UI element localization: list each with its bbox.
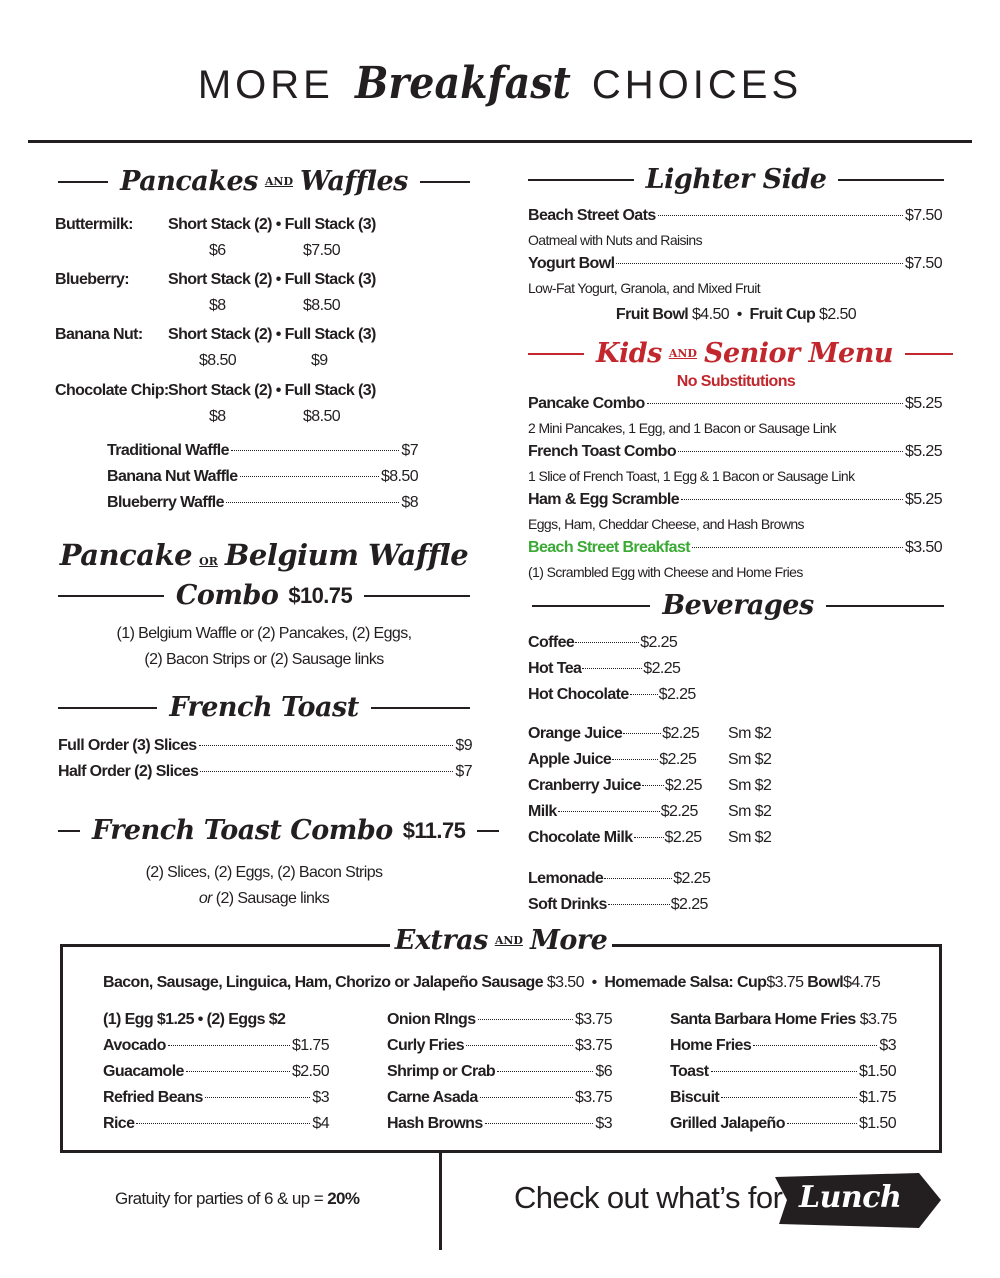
- fruit-bowl-price: $4.50: [692, 306, 730, 323]
- extras-item: [103, 1063, 329, 1081]
- menu-item: [528, 207, 942, 225]
- item-name: Rice: [103, 1115, 135, 1132]
- heading-part: Kids: [596, 338, 662, 369]
- heading-rule: [58, 181, 108, 183]
- item-price: $7: [401, 442, 418, 459]
- heading-rule: [528, 353, 584, 355]
- item-price: $3.50: [904, 539, 942, 556]
- meats-label: Bacon, Sausage, Linguica, Ham, Chorizo or Jalapeño Sausage: [103, 974, 543, 991]
- item-name: Milk: [528, 803, 557, 820]
- heading-part: Combo: [175, 580, 279, 611]
- extras-item: [103, 1089, 329, 1107]
- item-price: $7: [455, 763, 472, 780]
- extras-item: [103, 1115, 329, 1133]
- heading-part: Belgium Waffle: [224, 538, 469, 572]
- beverage-item: [528, 725, 772, 743]
- dot-leader: [200, 771, 453, 772]
- dot-leader: [604, 878, 672, 879]
- beverage-item: [528, 803, 772, 821]
- salsa-label: Homemade Salsa:: [604, 974, 734, 991]
- dot-leader: [787, 1123, 857, 1124]
- heading-rule: [371, 707, 470, 709]
- dot-leader: [231, 450, 399, 451]
- menu-title: [0, 58, 1000, 109]
- combo-price: $10.75: [288, 582, 353, 608]
- heading-rule: [528, 179, 634, 181]
- combo-description: (2) Bacon Strips or (2) Sausage links: [144, 651, 384, 668]
- item-price: $3: [595, 1115, 612, 1132]
- heading-amp: AND: [264, 175, 294, 188]
- gratuity-text: Gratuity for parties of 6 & up =: [115, 1189, 324, 1208]
- item-price: $6: [595, 1063, 612, 1080]
- belgium-combo-heading: [58, 538, 470, 572]
- item-name: Hot Chocolate: [528, 686, 629, 703]
- item-price: $3.75: [574, 1037, 612, 1054]
- item-name: Curly Fries: [387, 1037, 464, 1054]
- waffle-item: [107, 442, 418, 460]
- item-price: $8.50: [380, 468, 418, 485]
- heading-text: Beverages: [662, 590, 814, 621]
- extras-item: [103, 1037, 329, 1055]
- dot-leader: [711, 1071, 857, 1072]
- title-pre: MORE: [197, 63, 334, 107]
- item-name: French Toast Combo: [528, 443, 677, 460]
- french-toast-heading: [58, 692, 470, 723]
- fruit-cup-price: $2.50: [819, 306, 857, 323]
- combo-description: [58, 890, 470, 908]
- dot-leader: [647, 403, 903, 404]
- item-price: $1.50: [858, 1063, 896, 1080]
- bullet: •: [732, 306, 746, 323]
- beverage-item: [528, 777, 772, 795]
- extras-item: [670, 1089, 896, 1107]
- dot-leader: [168, 1045, 290, 1046]
- item-price: $2.25: [664, 829, 702, 846]
- dot-leader: [608, 904, 670, 905]
- item-price: $1.50: [858, 1115, 896, 1132]
- item-description: 2 Mini Pancakes, 1 Egg, and 1 Bacon or Sausage Link: [528, 420, 836, 436]
- item-description: Oatmeal with Nuts and Raisins: [528, 232, 703, 248]
- item-name: Blueberry Waffle: [107, 494, 224, 511]
- menu-item: [528, 255, 942, 273]
- item-name: Yogurt Bowl: [528, 255, 615, 272]
- heading-rule: [532, 605, 650, 607]
- dot-leader: [478, 1019, 573, 1020]
- heading-amp: AND: [494, 934, 523, 947]
- heading-rule: [58, 707, 157, 709]
- fruit-cup-label: Fruit Cup: [749, 306, 816, 323]
- item-price: $2.25: [673, 870, 711, 887]
- item-name: Carne Asada: [387, 1089, 478, 1106]
- item-name: Cranberry Juice: [528, 777, 641, 794]
- item-price: $3.75: [574, 1089, 612, 1106]
- waffle-item: [107, 468, 418, 486]
- meats-price: $3.50: [546, 974, 584, 991]
- pancake-label: Chocolate Chip:: [55, 382, 169, 399]
- item-name: Full Order (3) Slices: [58, 737, 197, 754]
- dot-leader: [634, 837, 664, 838]
- beverage-item: [528, 660, 680, 678]
- menu-item: [528, 395, 942, 413]
- heading-part: Pancake: [59, 538, 193, 572]
- item-name: Coffee: [528, 634, 575, 651]
- item-name: Hot Tea: [528, 660, 582, 677]
- extras-top-line: [103, 974, 880, 992]
- extras-item: [387, 1089, 612, 1107]
- extras-item: [670, 1011, 896, 1029]
- eggs-line: (1) Egg $1.25 • (2) Eggs $2: [103, 1011, 286, 1028]
- item-name: Toast: [670, 1063, 709, 1080]
- pancakes-waffles-heading: [58, 166, 470, 197]
- full-stack-price: $8.50: [303, 408, 341, 425]
- combo-description: (1) Belgium Waffle or (2) Pancakes, (2) Eggs,: [116, 625, 412, 642]
- extras-box-top-rule: [60, 944, 390, 947]
- item-name: Ham & Egg Scramble: [528, 491, 680, 508]
- extras-item: [387, 1011, 612, 1029]
- dot-leader: [466, 1045, 573, 1046]
- heading-text: [584, 338, 905, 369]
- dot-leader: [186, 1071, 290, 1072]
- small-price: Sm $2: [728, 829, 772, 846]
- full-stack-price: $7.50: [303, 242, 341, 259]
- item-name: Orange Juice: [528, 725, 623, 742]
- item-price: $2.50: [291, 1063, 329, 1080]
- heading-rule: [905, 353, 953, 355]
- item-description: (1) Scrambled Egg with Cheese and Home Fries: [528, 564, 803, 580]
- heading-text: [164, 580, 364, 611]
- short-stack-price: $8: [209, 297, 226, 314]
- heading-or: OR: [199, 555, 218, 568]
- extras-item: [670, 1037, 896, 1055]
- item-price: $5.25: [904, 491, 942, 508]
- small-price: Sm $2: [728, 803, 772, 820]
- heading-part: Extras: [394, 925, 488, 956]
- dot-leader: [199, 745, 454, 746]
- pancake-label: Blueberry:: [55, 271, 130, 288]
- dot-leader: [485, 1123, 594, 1124]
- bowl-price: $4.75: [843, 974, 881, 991]
- french-toast-item: [58, 737, 472, 755]
- pancake-stacks: Short Stack (2) • Full Stack (3): [168, 326, 376, 343]
- item-name: Home Fries: [670, 1037, 752, 1054]
- beverage-item: [528, 829, 772, 847]
- menu-item: [528, 539, 942, 557]
- french-toast-combo-heading: [58, 815, 464, 846]
- item-price: $4: [312, 1115, 329, 1132]
- item-price: $3.75: [859, 1011, 897, 1028]
- bullet: •: [587, 974, 601, 991]
- item-price: $3: [879, 1037, 896, 1054]
- heading-text: French Toast: [169, 692, 359, 723]
- item-price: $2.25: [660, 803, 698, 820]
- item-name: Lemonade: [528, 870, 604, 887]
- item-price: $2.25: [670, 896, 708, 913]
- heading-rule: [58, 595, 164, 597]
- item-price: $3: [312, 1089, 329, 1106]
- item-price: $8: [401, 494, 418, 511]
- extras-heading: [390, 925, 612, 956]
- item-name: Guacamole: [103, 1063, 184, 1080]
- item-name: Beach Street Oats: [528, 207, 656, 224]
- item-name: Hash Browns: [387, 1115, 483, 1132]
- heading-rule: [420, 181, 470, 183]
- item-price: $2.25: [659, 751, 697, 768]
- item-description: 1 Slice of French Toast, 1 Egg & 1 Bacon or Sausage Link: [528, 468, 855, 484]
- title-divider: [28, 140, 972, 143]
- dot-leader: [623, 733, 661, 734]
- item-name: Chocolate Milk: [528, 829, 633, 846]
- dot-leader: [721, 1097, 857, 1098]
- menu-item: [528, 443, 942, 461]
- dot-leader: [630, 694, 658, 695]
- pancake-label: Banana Nut:: [55, 326, 143, 343]
- item-price: $9: [455, 737, 472, 754]
- heading-part: Pancakes: [120, 166, 258, 197]
- item-name: Santa Barbara Home Fries: [670, 1011, 856, 1028]
- dot-leader: [497, 1071, 593, 1072]
- full-stack-price: $8.50: [303, 297, 341, 314]
- dot-leader: [480, 1097, 573, 1098]
- heading-rule: [364, 595, 470, 597]
- extras-item: [387, 1115, 612, 1133]
- dot-leader: [612, 759, 658, 760]
- dot-leader: [558, 811, 660, 812]
- item-name: Biscuit: [670, 1089, 720, 1106]
- small-price: Sm $2: [728, 725, 772, 742]
- heading-rule: [58, 830, 80, 832]
- heading-part: More: [529, 925, 608, 956]
- or-text: or: [198, 890, 212, 907]
- pancake-stacks: Short Stack (2) • Full Stack (3): [168, 216, 376, 233]
- beverage-item: [528, 751, 772, 769]
- item-name: Shrimp or Crab: [387, 1063, 496, 1080]
- fruit-bowl-label: Fruit Bowl: [615, 306, 689, 323]
- dot-leader: [226, 502, 399, 503]
- french-toast-item: [58, 763, 472, 781]
- dot-leader: [205, 1097, 311, 1098]
- beverage-item: [528, 686, 696, 704]
- combo-description: (2) Slices, (2) Eggs, (2) Bacon Strips: [145, 864, 383, 881]
- lunch-label: Lunch: [799, 1180, 902, 1215]
- heading-text: [108, 166, 420, 197]
- dot-leader: [616, 263, 903, 264]
- item-price: $2.25: [640, 634, 678, 651]
- pancake-stacks: Short Stack (2) • Full Stack (3): [168, 382, 376, 399]
- cup-label: Cup: [737, 974, 767, 991]
- item-name: Banana Nut Waffle: [107, 468, 238, 485]
- item-name: Refried Beans: [103, 1089, 203, 1106]
- item-price: $1.75: [291, 1037, 329, 1054]
- lunch-link[interactable]: [775, 1173, 941, 1228]
- heading-rule: [838, 179, 944, 181]
- cup-price: $3.75: [766, 974, 804, 991]
- heading-part: Waffles: [300, 166, 408, 197]
- heading-amp: AND: [668, 347, 697, 360]
- item-name: Grilled Jalapeño: [670, 1115, 785, 1132]
- item-price: $1.75: [858, 1089, 896, 1106]
- dot-leader: [678, 451, 903, 452]
- small-price: Sm $2: [728, 751, 772, 768]
- extras-box-top-rule: [612, 944, 942, 947]
- item-price: $2.25: [664, 777, 702, 794]
- short-stack-price: $8: [209, 408, 226, 425]
- beverage-item: [528, 870, 710, 888]
- dot-leader: [642, 785, 664, 786]
- pancake-stacks: Short Stack (2) • Full Stack (3): [168, 271, 376, 288]
- menu-item: [528, 491, 942, 509]
- short-stack-price: $8.50: [199, 352, 237, 369]
- extras-item: [387, 1037, 612, 1055]
- pancake-label: Buttermilk:: [55, 216, 133, 233]
- lighter-side-heading: [528, 164, 944, 195]
- dot-leader: [753, 1045, 877, 1046]
- dot-leader: [582, 668, 642, 669]
- dot-leader: [575, 642, 639, 643]
- waffle-item: [107, 494, 418, 512]
- item-name: Apple Juice: [528, 751, 612, 768]
- kids-senior-heading: [528, 338, 938, 369]
- item-name: Pancake Combo: [528, 395, 645, 412]
- item-price: $5.25: [904, 443, 942, 460]
- footer-divider: [439, 1153, 442, 1250]
- dot-leader: [658, 215, 903, 216]
- small-price: Sm $2: [728, 777, 772, 794]
- beverage-item: [528, 634, 677, 652]
- fruit-line: [528, 306, 944, 324]
- gratuity-note: [115, 1189, 359, 1209]
- item-name: Traditional Waffle: [107, 442, 229, 459]
- item-price: $2.25: [662, 725, 700, 742]
- check-out-text: Check out what’s for: [514, 1180, 783, 1215]
- combo-price: $11.75: [402, 817, 466, 843]
- item-price: $5.25: [904, 395, 942, 412]
- no-substitutions-note: No Substitutions: [676, 373, 796, 390]
- item-name: Avocado: [103, 1037, 166, 1054]
- extras-item: [670, 1115, 896, 1133]
- extras-item: [387, 1063, 612, 1081]
- dot-leader: [692, 547, 903, 548]
- bowl-label: Bowl: [807, 974, 844, 991]
- item-price: $7.50: [904, 255, 942, 272]
- heading-rule: [826, 605, 944, 607]
- short-stack-price: $6: [209, 242, 226, 259]
- item-name: Beach Street Breakfast: [528, 539, 690, 556]
- item-description: Eggs, Ham, Cheddar Cheese, and Hash Browns: [528, 516, 804, 532]
- item-name: Onion RIngs: [387, 1011, 476, 1028]
- gratuity-percent: 20%: [327, 1189, 360, 1208]
- item-price: $3.75: [574, 1011, 612, 1028]
- heading-part: Senior Menu: [703, 338, 893, 369]
- heading-text: [80, 815, 477, 846]
- item-description: Low-Fat Yogurt, Granola, and Mixed Fruit: [528, 280, 761, 296]
- beverages-heading: [532, 590, 944, 621]
- item-price: $2.25: [658, 686, 696, 703]
- item-name: Half Order (2) Slices: [58, 763, 199, 780]
- full-stack-price: $9: [311, 352, 328, 369]
- heading-text: Lighter Side: [645, 164, 827, 195]
- desc-text: (2) Sausage links: [215, 890, 330, 907]
- heading-rule: [477, 830, 499, 832]
- beverage-item: [528, 896, 708, 914]
- item-price: $7.50: [904, 207, 942, 224]
- dot-leader: [240, 476, 379, 477]
- dot-leader: [136, 1123, 310, 1124]
- extras-item: [670, 1063, 896, 1081]
- item-name: Soft Drinks: [528, 896, 607, 913]
- title-script: Breakfast: [354, 58, 571, 109]
- heading-part: French Toast Combo: [92, 815, 393, 846]
- title-post: CHOICES: [591, 63, 803, 107]
- dot-leader: [681, 499, 903, 500]
- item-price: $2.25: [643, 660, 681, 677]
- belgium-combo-subheading: [58, 580, 470, 611]
